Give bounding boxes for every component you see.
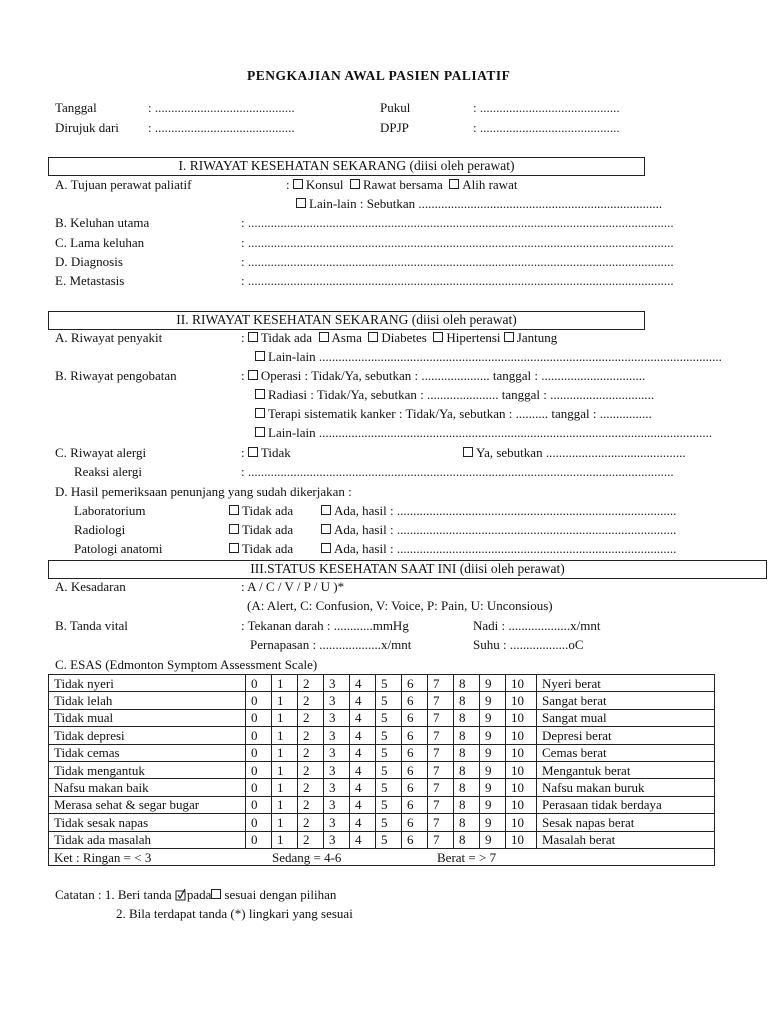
catatan-note-1a: 1. Beri tanda: [104, 887, 172, 902]
dirujuk-label: Dirujuk dari: [55, 120, 119, 135]
esas-key-ringan: Ket : Ringan = < 3: [54, 849, 152, 865]
esas-score-cell[interactable]: 4: [350, 709, 376, 726]
esas-score-cell[interactable]: 8: [454, 692, 480, 709]
esas-score-cell[interactable]: 2: [298, 814, 324, 831]
esas-score-cell[interactable]: 3: [324, 779, 350, 796]
esas-score-cell[interactable]: 10: [506, 761, 537, 778]
esas-row-right-label: Mengantuk berat: [537, 761, 715, 778]
section-2-heading: II. RIWAYAT KESEHATAN SEKARANG (diisi oleh perawat): [48, 311, 645, 330]
esas-score-cell[interactable]: 6: [402, 814, 428, 831]
penyakit-lain-checkbox[interactable]: [255, 351, 265, 361]
esas-score-cell[interactable]: 6: [402, 779, 428, 796]
checkbox-icon: [211, 889, 221, 899]
esas-score-cell[interactable]: 3: [324, 709, 350, 726]
esas-score-cell[interactable]: 8: [454, 779, 480, 796]
esas-score-cell[interactable]: 9: [480, 709, 506, 726]
esas-score-cell[interactable]: 10: [506, 831, 537, 848]
catatan-note-1c: sesuai dengan pilihan: [224, 887, 337, 902]
esas-score-cell[interactable]: 7: [428, 709, 454, 726]
esas-score-cell[interactable]: 4: [350, 761, 376, 778]
pernapasan-field[interactable]: Pernapasan : ...................x/mnt: [250, 637, 412, 652]
esas-score-cell[interactable]: 2: [298, 692, 324, 709]
esas-row-right-label: Masalah berat: [537, 831, 715, 848]
esas-score-cell[interactable]: 1: [272, 744, 298, 761]
diagnosis-label: D. Diagnosis: [55, 254, 123, 269]
tekanan-darah-field[interactable]: : Tekanan darah : ............mmHg: [241, 618, 409, 633]
pat-tidak-ada-label: Tidak ada: [242, 541, 294, 556]
keluhan-field[interactable]: : ...................................................................................................................................: [241, 215, 674, 230]
esas-row-right-label: Sangat berat: [537, 692, 715, 709]
esas-key: [49, 848, 715, 865]
lab-tidak-ada-label: Tidak ada: [242, 503, 294, 518]
esas-row-right-label: Cemas berat: [537, 744, 715, 761]
tujuan-lain-checkbox[interactable]: [296, 198, 306, 208]
esas-row: [49, 814, 715, 831]
lama-keluhan-field[interactable]: : ...................................................................................................................................: [241, 235, 674, 250]
esas-score-cell[interactable]: 10: [506, 744, 537, 761]
esas-score-cell[interactable]: 9: [480, 692, 506, 709]
esas-row: [49, 709, 715, 726]
lama-keluhan-label: C. Lama keluhan: [55, 235, 145, 250]
tanggal-field[interactable]: : ...........................................: [148, 100, 295, 115]
esas-score-cell[interactable]: 1: [272, 675, 298, 692]
terapi-checkbox[interactable]: [255, 408, 265, 418]
esas-score-cell[interactable]: 6: [402, 796, 428, 813]
esas-score-cell[interactable]: 3: [324, 814, 350, 831]
esas-score-cell[interactable]: 5: [376, 761, 402, 778]
esas-row: [49, 779, 715, 796]
esas-score-cell[interactable]: 2: [298, 675, 324, 692]
lab-ada-row: [321, 503, 676, 519]
operasi-checkbox[interactable]: [248, 370, 258, 380]
esas-score-cell[interactable]: 2: [298, 761, 324, 778]
esas-key-row: [49, 848, 715, 865]
riwayat-penyakit-options: : Tidak ada Asma Diabetes Hipertensi Jantung: [241, 330, 558, 345]
esas-score-cell[interactable]: 1: [272, 727, 298, 744]
esas-score-cell[interactable]: 5: [376, 692, 402, 709]
esas-row-right-label: Nafsu makan buruk: [537, 779, 715, 796]
pengobatan-lain-row: [255, 425, 712, 441]
hasil-penunjang-label: D. Hasil pemeriksaan penunjang yang sudah dikerjakan :: [55, 484, 352, 499]
esas-row-left-label: Merasa sehat & segar bugar: [49, 796, 246, 813]
dirujuk-field[interactable]: : ...........................................: [148, 120, 295, 135]
esas-score-cell[interactable]: 3: [324, 796, 350, 813]
esas-score-cell[interactable]: 0: [246, 709, 272, 726]
esas-row-right-label: Sesak napas berat: [537, 814, 715, 831]
radiologi-label: Radiologi: [74, 522, 126, 537]
esas-row-left-label: Tidak cemas: [49, 744, 246, 761]
lab-tidak-ada-checkbox[interactable]: [229, 505, 239, 515]
esas-row: [49, 744, 715, 761]
esas-score-cell[interactable]: 3: [324, 761, 350, 778]
esas-score-cell[interactable]: 8: [454, 796, 480, 813]
esas-score-cell[interactable]: 10: [506, 692, 537, 709]
dpjp-field[interactable]: : ...........................................: [473, 120, 620, 135]
esas-score-cell[interactable]: 8: [454, 814, 480, 831]
esas-key-sedang: Sedang = 4-6: [272, 849, 342, 865]
esas-row-left-label: Tidak lelah: [49, 692, 246, 709]
riwayat-alergi-label: C. Riwayat alergi: [55, 445, 147, 460]
esas-row: [49, 831, 715, 848]
esas-score-cell[interactable]: 4: [350, 675, 376, 692]
esas-score-cell[interactable]: 8: [454, 727, 480, 744]
alergi-ya-checkbox[interactable]: [463, 447, 473, 457]
alergi-tidak-row: : Tidak: [241, 445, 291, 460]
alergi-ya-label: Ya, sebutkan ...........................................: [476, 445, 686, 460]
esas-score-cell[interactable]: 7: [428, 727, 454, 744]
esas-score-cell[interactable]: 10: [506, 709, 537, 726]
esas-score-cell[interactable]: 1: [272, 814, 298, 831]
esas-score-cell[interactable]: 8: [454, 761, 480, 778]
esas-score-cell[interactable]: 3: [324, 831, 350, 848]
hipertensi-checkbox[interactable]: [433, 332, 443, 342]
esas-score-cell[interactable]: 1: [272, 692, 298, 709]
esas-score-cell[interactable]: 9: [480, 761, 506, 778]
esas-score-cell[interactable]: 0: [246, 814, 272, 831]
esas-key-berat: Berat = > 7: [437, 849, 497, 865]
esas-score-cell[interactable]: 7: [428, 779, 454, 796]
asma-checkbox[interactable]: [319, 332, 329, 342]
rawat-bersama-label: Rawat bersama: [362, 177, 443, 192]
esas-score-cell[interactable]: 0: [246, 761, 272, 778]
alergi-tidak-label: Tidak: [260, 445, 291, 460]
esas-score-cell[interactable]: 0: [246, 692, 272, 709]
esas-row-right-label: Sangat mual: [537, 709, 715, 726]
esas-score-cell[interactable]: 1: [272, 779, 298, 796]
esas-score-cell[interactable]: 9: [480, 744, 506, 761]
esas-score-cell[interactable]: 6: [402, 727, 428, 744]
tujuan-lain-row: [296, 196, 662, 212]
reaksi-alergi-field[interactable]: : ...................................................................................................................................: [241, 464, 674, 479]
lab-ada-checkbox[interactable]: [321, 505, 331, 515]
esas-score-cell[interactable]: 5: [376, 675, 402, 692]
esas-score-cell[interactable]: 6: [402, 709, 428, 726]
metastasis-field[interactable]: : ...................................................................................................................................: [241, 273, 674, 288]
terapi-label: Terapi sistematik kanker : Tidak/Ya, sebutkan : .......... tanggal : ................: [268, 406, 652, 421]
esas-score-cell[interactable]: 4: [350, 692, 376, 709]
esas-score-cell[interactable]: 5: [376, 727, 402, 744]
esas-row-left-label: Tidak sesak napas: [49, 814, 246, 831]
esas-score-cell[interactable]: 6: [402, 744, 428, 761]
esas-score-cell[interactable]: 4: [350, 727, 376, 744]
kesadaran-note: (A: Alert, C: Confusion, V: Voice, P: Pain, U: Unconsious): [247, 598, 553, 613]
checkmark-box-icon: [175, 888, 187, 901]
catatan-row: [55, 887, 336, 903]
esas-score-cell[interactable]: 4: [350, 744, 376, 761]
section-1-heading: I. RIWAYAT KESEHATAN SEKARANG (diisi oleh perawat): [48, 157, 645, 176]
penyakit-lain-row: [255, 349, 722, 365]
esas-score-cell[interactable]: 0: [246, 796, 272, 813]
esas-score-cell[interactable]: 10: [506, 727, 537, 744]
alih-rawat-label: Alih rawat: [462, 177, 518, 192]
esas-score-cell[interactable]: 6: [402, 831, 428, 848]
rad-tidak-ada-checkbox[interactable]: [229, 524, 239, 534]
esas-score-cell[interactable]: 7: [428, 744, 454, 761]
esas-score-cell[interactable]: 1: [272, 831, 298, 848]
esas-score-cell[interactable]: 10: [506, 779, 537, 796]
suhu-field[interactable]: Suhu : ..................oC: [473, 637, 584, 652]
kesadaran-label: A. Kesadaran: [55, 579, 126, 594]
penyakit-tidak-ada-checkbox[interactable]: [248, 332, 258, 342]
operasi-row: : Operasi : Tidak/Ya, sebutkan : ..................... tanggal : ................................: [241, 368, 646, 383]
pat-ada-checkbox[interactable]: [321, 543, 331, 553]
esas-score-cell[interactable]: 7: [428, 831, 454, 848]
esas-score-cell[interactable]: 7: [428, 675, 454, 692]
rad-tidak-ada-label: Tidak ada: [242, 522, 294, 537]
esas-score-cell[interactable]: 3: [324, 727, 350, 744]
terapi-row: [255, 406, 652, 422]
esas-score-cell[interactable]: 4: [350, 779, 376, 796]
esas-score-cell[interactable]: 5: [376, 796, 402, 813]
esas-row-right-label: Perasaan tidak berdaya: [537, 796, 715, 813]
penyakit-tidak-ada-label: Tidak ada: [260, 330, 313, 345]
dpjp-label: DPJP: [380, 120, 409, 135]
radiasi-checkbox[interactable]: [255, 389, 265, 399]
riwayat-penyakit-label: A. Riwayat penyakit: [55, 330, 163, 345]
radiasi-label: Radiasi : Tidak/Ya, sebutkan : ...................... tanggal : ................................: [268, 387, 655, 402]
esas-score-cell[interactable]: 5: [376, 831, 402, 848]
rawat-bersama-checkbox[interactable]: [350, 179, 360, 189]
tanggal-label: Tanggal: [55, 100, 97, 115]
esas-score-cell[interactable]: 2: [298, 796, 324, 813]
catatan-label: Catatan :: [55, 887, 102, 902]
esas-score-cell[interactable]: 2: [298, 709, 324, 726]
reaksi-alergi-label: Reaksi alergi: [74, 464, 142, 479]
esas-score-cell[interactable]: 7: [428, 761, 454, 778]
esas-score-cell[interactable]: 5: [376, 709, 402, 726]
esas-score-cell[interactable]: 8: [454, 831, 480, 848]
esas-score-cell[interactable]: 1: [272, 796, 298, 813]
esas-label: C. ESAS (Edmonton Symptom Assessment Scale): [55, 657, 318, 672]
esas-score-cell[interactable]: 9: [480, 831, 506, 848]
rad-tidak-ada-row: [229, 522, 293, 538]
esas-score-cell[interactable]: 5: [376, 814, 402, 831]
esas-score-cell[interactable]: 8: [454, 744, 480, 761]
esas-row: [49, 761, 715, 778]
patologi-label: Patologi anatomi: [74, 541, 163, 556]
catatan-note-1b: pada: [186, 887, 212, 902]
esas-score-cell[interactable]: 9: [480, 727, 506, 744]
esas-score-cell[interactable]: 5: [376, 779, 402, 796]
esas-row: [49, 727, 715, 744]
pat-ada-row: [321, 541, 676, 557]
tujuan-options: : Konsul Rawat bersama Alih rawat: [286, 177, 518, 192]
penyakit-lain-label: Lain-lain ............................................................................................................................: [268, 349, 722, 364]
pukul-field[interactable]: : ...........................................: [473, 100, 620, 115]
rad-ada-checkbox[interactable]: [321, 524, 331, 534]
esas-score-cell[interactable]: 10: [506, 814, 537, 831]
diabetes-checkbox[interactable]: [368, 332, 378, 342]
radiasi-row: [255, 387, 654, 403]
esas-score-cell[interactable]: 3: [324, 692, 350, 709]
pukul-label: Pukul: [380, 100, 411, 115]
pat-tidak-ada-row: [229, 541, 293, 557]
pengobatan-lain-label: Lain-lain .........................................................................................................................: [268, 425, 713, 440]
hipertensi-label: Hipertensi: [446, 330, 501, 345]
jantung-checkbox[interactable]: [504, 332, 514, 342]
esas-row: [49, 796, 715, 813]
esas-score-cell[interactable]: 0: [246, 727, 272, 744]
tanda-vital-label: B. Tanda vital: [55, 618, 128, 633]
catatan-note-2: 2. Bila terdapat tanda (*) lingkari yang sesuai: [116, 906, 353, 921]
esas-score-cell[interactable]: 5: [376, 744, 402, 761]
esas-row-left-label: Tidak depresi: [49, 727, 246, 744]
esas-score-cell[interactable]: 4: [350, 814, 376, 831]
esas-score-cell[interactable]: 8: [454, 709, 480, 726]
laboratorium-label: Laboratorium: [74, 503, 146, 518]
esas-row: [49, 675, 715, 692]
esas-score-cell[interactable]: 10: [506, 675, 537, 692]
esas-score-cell[interactable]: 4: [350, 796, 376, 813]
esas-score-cell[interactable]: 0: [246, 744, 272, 761]
pengobatan-lain-checkbox[interactable]: [255, 427, 265, 437]
konsul-label: Konsul: [305, 177, 344, 192]
alih-rawat-checkbox[interactable]: [449, 179, 459, 189]
asma-label: Asma: [331, 330, 362, 345]
alergi-tidak-checkbox[interactable]: [248, 447, 258, 457]
esas-row-left-label: Nafsu makan baik: [49, 779, 246, 796]
esas-row-left-label: Tidak mual: [49, 709, 246, 726]
esas-row-left-label: Tidak ada masalah: [49, 831, 246, 848]
esas-row-left-label: Tidak nyeri: [49, 675, 246, 692]
esas-score-cell[interactable]: 2: [298, 831, 324, 848]
operasi-label: Operasi : Tidak/Ya, sebutkan : ..................... tanggal : ................................: [260, 368, 646, 383]
diagnosis-field[interactable]: : ...................................................................................................................................: [241, 254, 674, 269]
esas-score-cell[interactable]: 9: [480, 779, 506, 796]
esas-score-cell[interactable]: 6: [402, 761, 428, 778]
riwayat-pengobatan-label: B. Riwayat pengobatan: [55, 368, 177, 383]
jantung-label: Jantung: [516, 330, 558, 345]
esas-score-cell[interactable]: 1: [272, 761, 298, 778]
esas-score-cell[interactable]: 2: [298, 727, 324, 744]
lab-ada-label: Ada, hasil : ......................................................................................: [334, 503, 677, 518]
esas-score-cell[interactable]: 9: [480, 675, 506, 692]
esas-score-cell[interactable]: 8: [454, 675, 480, 692]
esas-score-cell[interactable]: 10: [506, 796, 537, 813]
tujuan-label: A. Tujuan perawat paliatif: [55, 177, 192, 192]
alergi-ya-row: [463, 445, 686, 461]
esas-row: [49, 692, 715, 709]
rad-ada-row: [321, 522, 676, 538]
esas-score-cell[interactable]: 7: [428, 796, 454, 813]
esas-score-cell[interactable]: 2: [298, 744, 324, 761]
konsul-checkbox[interactable]: [293, 179, 303, 189]
metastasis-label: E. Metastasis: [55, 273, 125, 288]
esas-score-cell[interactable]: 2: [298, 779, 324, 796]
diabetes-label: Diabetes: [381, 330, 427, 345]
page-title: PENGKAJIAN AWAL PASIEN PALIATIF: [247, 68, 511, 83]
esas-score-cell[interactable]: 1: [272, 709, 298, 726]
pat-ada-label: Ada, hasil : ......................................................................................: [334, 541, 677, 556]
lab-tidak-ada-row: [229, 503, 293, 519]
esas-row-right-label: Depresi berat: [537, 727, 715, 744]
esas-score-cell[interactable]: 9: [480, 814, 506, 831]
esas-table: [48, 674, 715, 866]
keluhan-label: B. Keluhan utama: [55, 215, 150, 230]
esas-score-cell[interactable]: 6: [402, 675, 428, 692]
esas-score-cell[interactable]: 7: [428, 692, 454, 709]
nadi-field[interactable]: Nadi : ...................x/mnt: [473, 618, 601, 633]
esas-score-cell[interactable]: 6: [402, 692, 428, 709]
esas-row-right-label: Nyeri berat: [537, 675, 715, 692]
esas-score-cell[interactable]: 0: [246, 779, 272, 796]
esas-score-cell[interactable]: 3: [324, 675, 350, 692]
esas-score-cell[interactable]: 3: [324, 744, 350, 761]
esas-score-cell[interactable]: 0: [246, 675, 272, 692]
rad-ada-label: Ada, hasil : ......................................................................................: [334, 522, 677, 537]
esas-score-cell[interactable]: 7: [428, 814, 454, 831]
tujuan-lain-label: Lain-lain : Sebutkan ...........................................................................: [309, 196, 663, 211]
esas-score-cell[interactable]: 0: [246, 831, 272, 848]
section-3-heading: III.STATUS KESEHATAN SAAT INI (diisi oleh perawat): [48, 560, 767, 579]
pat-tidak-ada-checkbox[interactable]: [229, 543, 239, 553]
esas-score-cell[interactable]: 9: [480, 796, 506, 813]
esas-row-left-label: Tidak mengantuk: [49, 761, 246, 778]
esas-score-cell[interactable]: 4: [350, 831, 376, 848]
kesadaran-value[interactable]: : A / C / V / P / U )*: [241, 579, 345, 594]
